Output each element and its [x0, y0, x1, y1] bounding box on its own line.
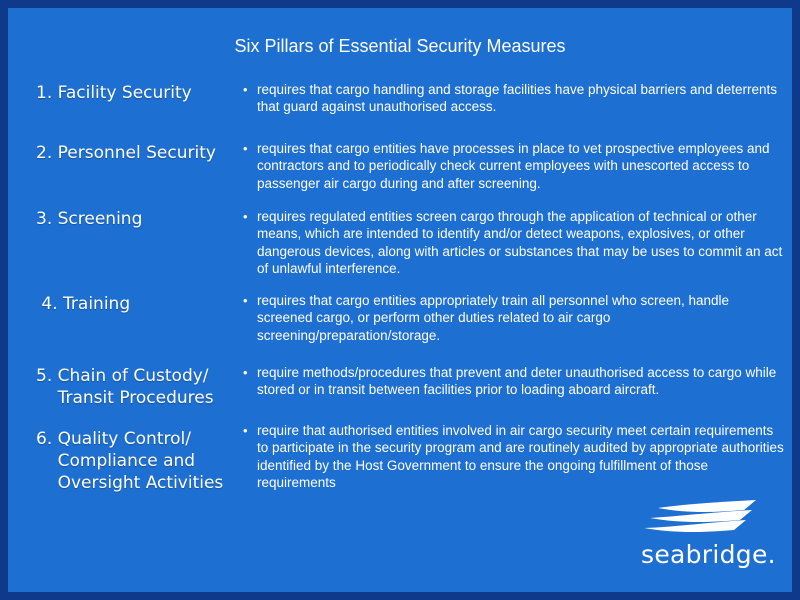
pillar-description-text: requires regulated entities screen cargo through the application of technical or other means, which are intended to identify and/or detect weapons, explosives, or other dangerous devices, along with articles or substances that may be uses to commit an act of unlawful interference. — [257, 209, 783, 276]
pillar-description-facility-security — [243, 81, 784, 116]
pillar-description-screening — [243, 208, 784, 277]
pillar-description-text: requires that cargo entities appropriately train all personnel who screen, handle screened cargo, or perform other duties related to air cargo screening/preparation/storage. — [257, 293, 730, 343]
bullet-icon: • — [243, 423, 248, 438]
bullet-icon: • — [243, 293, 248, 308]
pillar-description-text: require methods/procedures that prevent and deter unauthorised access to cargo while stored or in transit between facilities prior to loading aboard aircraft. — [257, 365, 777, 398]
pillar-description-text: require that authorised entities involved in air cargo security meet certain requirements to participate in the security program and are routinely audited by appropriate authorities identified by the Host Government to ensure the ongoing fulfillment of those requirements — [257, 423, 784, 490]
bullet-icon: • — [243, 365, 248, 380]
pillar-name-chain-of-custody: 5. Chain of Custody/ Transit Procedures — [36, 366, 214, 408]
pillar-name-personnel-security: 2. Personnel Security — [36, 143, 216, 163]
pillar-description-training — [243, 292, 784, 344]
pillar-description-quality-control — [243, 422, 784, 491]
pillar-description-text: requires that cargo entities have processes in place to vet prospective employees and contractors and to periodically check current employees with unescorted access to passenger air cargo during and after screening. — [257, 141, 770, 191]
bullet-icon: • — [243, 141, 248, 156]
pillar-name-quality-control: 6. Quality Control/ Compliance and Oversight Activities — [36, 429, 224, 493]
pillar-name-training: 4. Training — [36, 294, 131, 314]
pillar-name-facility-security: 1. Facility Security — [36, 83, 192, 103]
pillar-description-chain-of-custody — [243, 364, 784, 399]
pillar-description-text: requires that cargo handling and storage facilities have physical barriers and deterrents that guard against unauthorised access. — [257, 82, 778, 115]
seabridge-logo-text: seabridge. — [641, 540, 776, 569]
pillar-name-screening: 3. Screening — [36, 209, 143, 229]
pillar-description-personnel-security — [243, 140, 784, 192]
page-title: Six Pillars of Essential Security Measures — [234, 36, 566, 56]
bullet-icon: • — [243, 82, 248, 97]
bullet-icon: • — [243, 209, 248, 224]
